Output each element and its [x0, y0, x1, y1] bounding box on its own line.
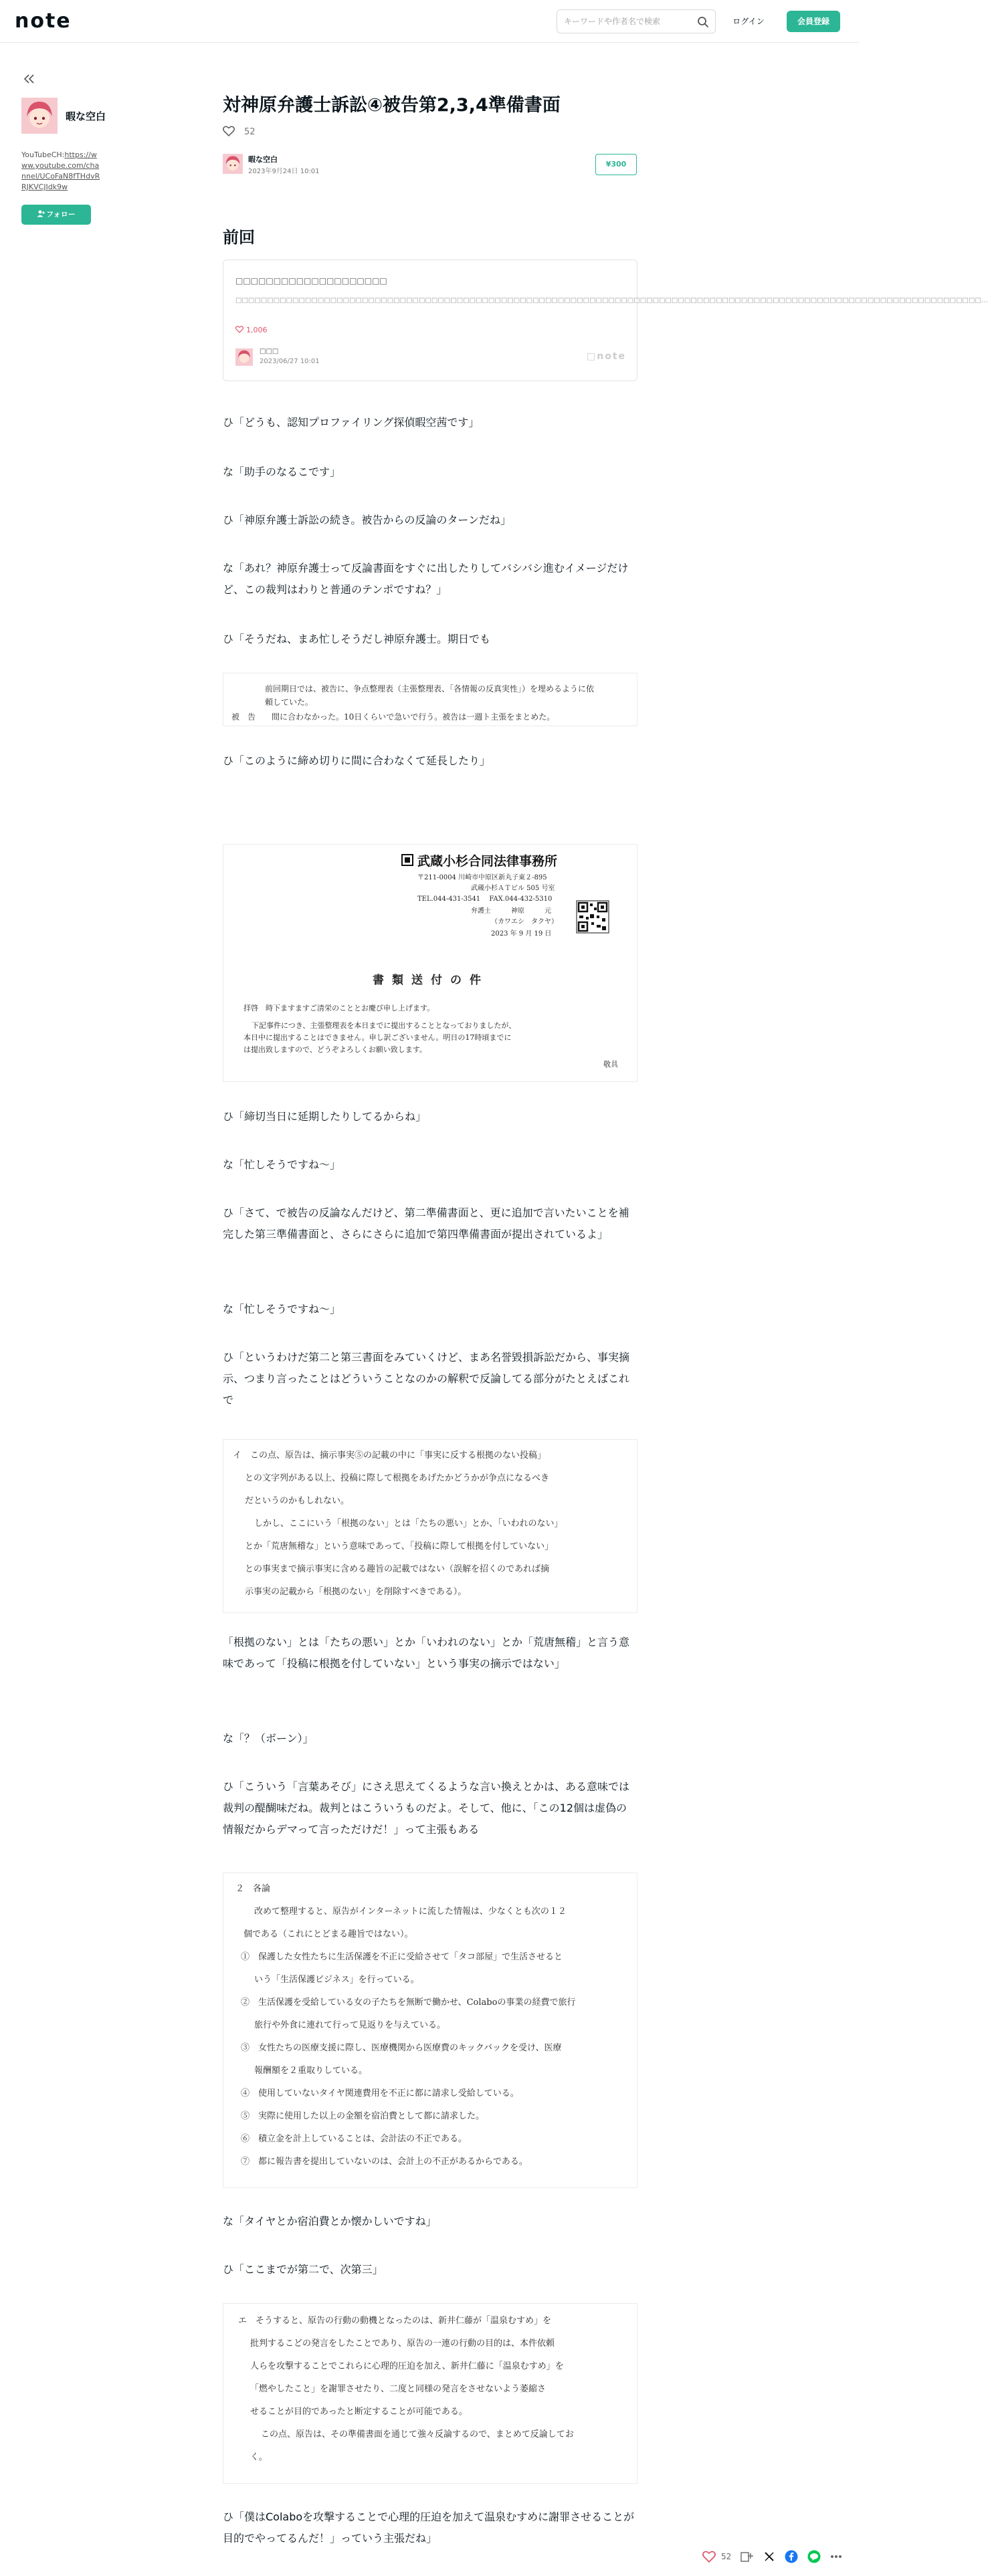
- brief-motive-image: [223, 2303, 637, 2484]
- doc-line: ⑦ 都に報告書を提出していないのは、会計上の不正があるからである。: [241, 2157, 528, 2167]
- embed-like-count: 1,006: [246, 326, 268, 334]
- doc-line: く。: [250, 2452, 268, 2462]
- doc-line: との文字列がある以上、投稿に際して根拠をあげたかどうかが争点になるべき: [245, 1473, 550, 1483]
- doc-line: せることが目的であったと断定することが可能である。: [250, 2407, 468, 2417]
- doc-line: ⑤ 実際に使用した以上の金額を宿泊費として都に請求した。: [241, 2111, 485, 2121]
- doc-line: との事実まで摘示事実に含める趣旨の記載ではない（誤解を招くのであれば摘: [245, 1564, 550, 1574]
- doc-line: イ この点、原告は、摘示事実⑤の記載の中に「事実に反する根拠のない投稿」: [233, 1451, 547, 1461]
- double-chevron-left-icon[interactable]: [23, 72, 36, 86]
- heart-icon: [235, 326, 243, 333]
- letter-line: 本日中に提出することはできません。申し訳ございません。明日の17時頃までに: [243, 1033, 512, 1042]
- paragraph: ひ「さて、で被告の反論なんだけど、第二準備書面と、更に追加で言いたいことを補完した第三準備書面と、さらにさらに追加で第四準備書面が提出されているよ」: [223, 1206, 629, 1241]
- share-x-button[interactable]: [763, 2551, 775, 2563]
- doc-line: 示事実の記載から「根拠のない」を削除すべきである）。: [245, 1587, 467, 1597]
- doc-line: ２ 各論: [235, 1884, 271, 1894]
- doc-line: だというのかもしれない。: [245, 1496, 350, 1506]
- paragraph: な「忙しそうですね〜」: [223, 1303, 341, 1315]
- doc-line: 旅行や外食に連れて行って見返りを与えている。: [254, 2020, 446, 2030]
- embed-note-logo: □note: [587, 351, 626, 362]
- paragraph: な「タイヤとか宿泊費とか懐かしいですね」: [223, 2215, 437, 2228]
- brief-items-image: [223, 1872, 637, 2188]
- article-author-name[interactable]: 暇な空白: [248, 155, 278, 164]
- article-date: 2023年9月24日 10:01: [248, 168, 320, 175]
- doc-line: とか「荒唐無稽な」という意味であって、「投稿に際して根拠を付していない」: [245, 1541, 554, 1551]
- more-dots-icon: [830, 2555, 842, 2559]
- section-heading: 前回: [223, 228, 255, 247]
- youtube-link[interactable]: https://www.youtube.com/channel/UCoFaN8fTHdvRRJKVCJIdk9w: [21, 150, 100, 191]
- paragraph: な「忙しそうですね〜」: [223, 1158, 341, 1171]
- doc-line: この点、原告は、その準備書面を通じて強々反論するので、まとめて反論してお: [261, 2430, 574, 2440]
- firm-logo-icon: [401, 854, 413, 866]
- letter-line: 拝啓 時下ますますご清栄のこととお慶び申し上げます。: [243, 1004, 435, 1012]
- sidebar-bio: [21, 150, 100, 193]
- lawyer-name: 弁護士 神原 元: [471, 907, 551, 915]
- doc-line: 個である（これにとどまる趣旨ではない）。: [243, 1929, 413, 1939]
- letter-line: は提出致しますので、どうぞよろしくお願い致します。: [243, 1045, 427, 1054]
- embed-date: 2023/06/27 10:01: [260, 358, 320, 365]
- doc-line: 批判するこどの発言をしたことであり、原告の一連の行動の目的は、本件依頼: [250, 2339, 555, 2349]
- search-box[interactable]: [557, 9, 716, 33]
- magazine-add-icon: [740, 2551, 754, 2563]
- embed-likes: [235, 326, 268, 334]
- site-header: [0, 0, 859, 43]
- qr-code-icon: [577, 901, 609, 933]
- add-user-icon: [37, 210, 45, 217]
- embed-author: □□□: [260, 348, 279, 355]
- court-minutes-image: [223, 673, 637, 726]
- heart-icon: [702, 2551, 716, 2563]
- law-office-letter-image: [223, 844, 637, 1082]
- article-title: 対神原弁護士訴訟④被告第2,3,4準備書面: [223, 95, 561, 116]
- paragraph: な「？（ボーン）」: [223, 1732, 314, 1745]
- more-options-button[interactable]: [830, 2555, 842, 2559]
- paragraph: ひ「神原弁護士訴訟の続き。被告からの反論のターンだね」: [223, 514, 512, 526]
- letter-line: 下記事件につき、主張整理表を本日までに提出することとなっておりましたが、: [252, 1021, 516, 1030]
- firm-phone: TEL.044-431-3541 FAX.044-432-5310: [417, 895, 553, 903]
- price-button[interactable]: ¥300: [595, 154, 637, 175]
- heart-icon[interactable]: [223, 126, 235, 136]
- doc-line: ⑥ 積立金を計上していることは、会計法の不正である。: [241, 2134, 468, 2144]
- signup-button[interactable]: 会員登録: [787, 11, 840, 32]
- avatar-illustration: [21, 98, 58, 134]
- paragraph: ひ「そうだね、まあ忙しそうだし神原弁護士。期日でも: [223, 633, 491, 645]
- share-facebook-button[interactable]: [785, 2550, 798, 2563]
- doc-line: 改めて整理すると、原告がインターネットに流した情報は、少なくとも次の１２: [254, 1907, 567, 1917]
- brief-excerpt-image: [223, 1439, 637, 1613]
- doc-line: 報酬額を２重取りしている。: [254, 2066, 368, 2076]
- magazine-add-button[interactable]: [740, 2551, 754, 2563]
- embed-body: □□□□□□□□□□□□□□□□□□□□□□□□□□□□□□□□□□□□□□□□□□□□□□□□□□□□□□□□□□□□□□□□□□□□□□□□□□□□□□□□□□□□□□□□□□□□□□□□□□□□□□□□□□□□□□□□□□□□□□…: [235, 297, 988, 304]
- note-logo[interactable]: note: [15, 9, 72, 33]
- author-avatar[interactable]: [21, 98, 58, 134]
- doc-line: ① 保護した女性たちに生活保護を不正に受給させて「タコ部屋」で生活させると: [241, 1952, 563, 1962]
- share-line-button[interactable]: [807, 2550, 821, 2563]
- doc-line: 「燃やしたこと」を謝罪させたり、二度と同様の発言をさせないよう萎縮さ: [250, 2384, 547, 2394]
- line-logo-icon: [807, 2550, 821, 2563]
- firm-address: 〒211-0004 川崎市中原区新丸子東２-895: [417, 874, 547, 881]
- search-input[interactable]: [564, 10, 691, 33]
- embedded-article-card[interactable]: [223, 259, 988, 381]
- follow-button[interactable]: [21, 205, 91, 225]
- x-logo-icon: [763, 2551, 775, 2563]
- floating-action-bar: [702, 2548, 852, 2565]
- paragraph: ひ「ここまでが第二で、次第三」: [223, 2263, 383, 2276]
- login-button[interactable]: ログイン: [732, 17, 765, 26]
- firm-name: 武蔵小杉合同法律事務所: [417, 854, 558, 869]
- doc-line: ② 生活保護を受給している女の子たちを無断で働かせ、Colaboの事業の経費で旅行: [241, 1998, 576, 2008]
- doc-line: 被 告 間に合わなかった。10日くらいで急いで行う。被告は一週ト主張をまとめた。: [231, 712, 555, 722]
- lawyer-reading: （カワエシ タクヤ）: [491, 918, 558, 926]
- paragraph: な「あれ？神原弁護士って反論書面をすぐに出したりしてバシバシ進むイメージだけど、この裁判はわりと普通のテンポですね？」: [223, 562, 629, 596]
- avatar-illustration: [223, 154, 243, 174]
- paragraph: 「根拠のない」とは「たちの悪い」とか「いわれのない」とか「荒唐無稽」と言う意味であって「投稿に根拠を付していない」という事実の摘示ではない」: [223, 1636, 630, 1670]
- paragraph: ひ「僕はColaboを攻撃することで心理的圧迫を加えて温泉むすめに謝罪させることが目的でやってるんだ！」っていう主張だね」: [223, 2510, 635, 2545]
- sidebar-author-name[interactable]: 暇な空白: [66, 110, 106, 122]
- like-button[interactable]: [702, 2551, 731, 2563]
- doc-line: ④ 使用していないタイヤ関連費用を不正に都に請求し受給している。: [241, 2088, 519, 2099]
- bio-prefix: YouTubeCH:: [21, 150, 65, 159]
- facebook-logo-icon: [785, 2550, 798, 2563]
- doc-line: 前回期日では、被告に、争点整理表（主張整理表、「各情報の反真実性」）を埋めるように依: [265, 684, 595, 693]
- letter-heading: 書類送付の件: [373, 974, 489, 987]
- follow-label: フォロー: [46, 210, 76, 219]
- avatar-illustration: [235, 348, 253, 366]
- doc-line: しかし、ここにいう「根拠のない」とは「たちの悪い」とか、「いわれのない」: [254, 1519, 563, 1529]
- paragraph: な「助手のなるこです」: [223, 465, 341, 478]
- paragraph: ひ「こういう「言葉あそび」にさえ思えてくるような言い換えとかは、ある意味では裁判の醍醐味だね。裁判とはこういうものだよ。そして、他に、「この12個は虚偽の情報だからデマって言っただけだ！」って主張もある: [223, 1780, 630, 1836]
- paragraph: ひ「このように締め切りに間に合わなくて延長したり」: [223, 754, 491, 767]
- paragraph: ひ「締切当日に延期したりしてるからね」: [223, 1110, 427, 1123]
- doc-line: いう「生活保護ビジネス」を行っている。: [254, 1975, 419, 1985]
- doc-line: エ そうすると、原告の行動の動機となったのは、新井仁藤が「温泉むすめ」を: [238, 2316, 552, 2326]
- paragraph: ひ「どうも、認知プロファイリング探偵暇空茜です」: [223, 416, 480, 429]
- article-author-avatar[interactable]: [223, 154, 243, 174]
- letter-date: 2023 年 9 月 19 日: [491, 930, 552, 938]
- like-row: [223, 126, 256, 140]
- doc-line: 人らを攻撃することでこれらに心理的圧迫を加え、新井仁藤に「温泉むすめ」を: [250, 2361, 564, 2371]
- letter-closing: 敬具: [603, 1060, 618, 1069]
- search-icon[interactable]: [696, 15, 710, 29]
- like-count: 52: [244, 127, 256, 137]
- doc-line: 頼していた。: [265, 697, 314, 707]
- paragraph: ひ「というわけだ第二と第三書面をみていくけど、まあ名誉毀損訴訟だから、事実摘示、つまり言ったことはどういうことなのかの解釈で反論してる部分がたとえばこれで: [223, 1351, 630, 1406]
- embed-title: □□□□□□□□□□□□□□□□□□□□: [235, 276, 387, 286]
- embed-author-avatar: [235, 348, 253, 366]
- floating-like-count: 52: [721, 2552, 732, 2561]
- doc-line: ③ 女性たちの医療支援に際し、医療機関から医療費のキックバックを受け、医療: [241, 2043, 562, 2053]
- firm-address: 武蔵小杉ＡＴビル 505 号室: [471, 885, 555, 892]
